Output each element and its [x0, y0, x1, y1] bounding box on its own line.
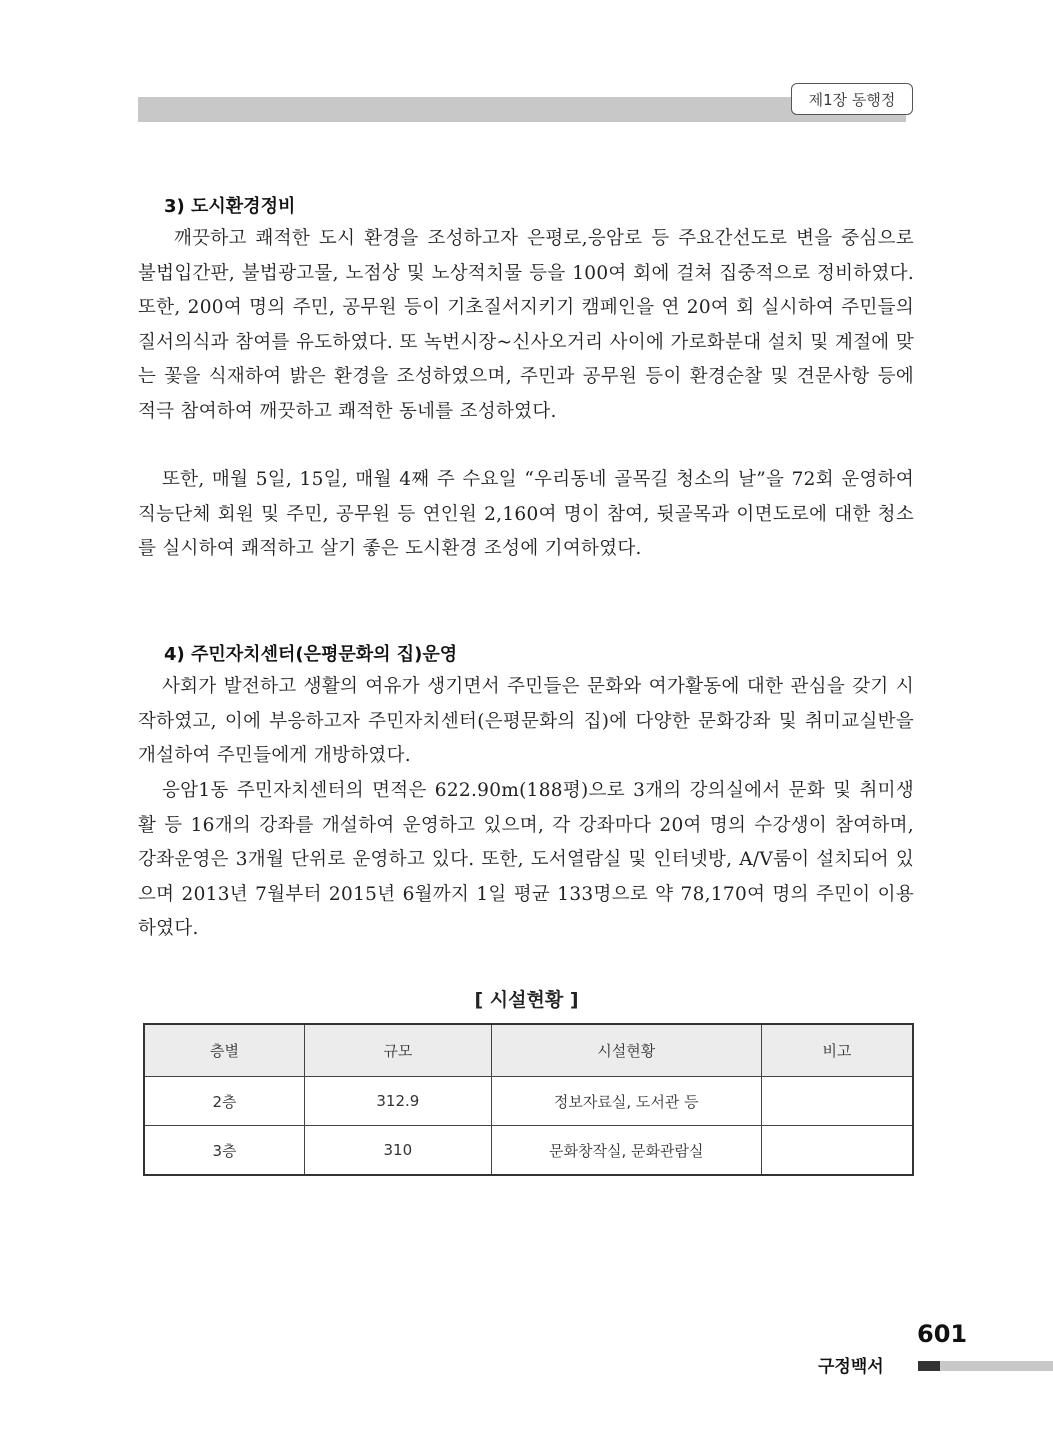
- table-cell: [761, 1077, 913, 1126]
- paragraph: 또한, 매월 5일, 15일, 매월 4째 주 수요일 “우리동네 골목길 청소의 날”을 72회 운영하여 직능단체 회원 및 주민, 공무원 등 연인원 2,160여 명이 참여, 뒷골목과 이면도로에 대한 청소를 실시하여 쾌적하고 살기 좋은 도시환경 조성에 기여하였다.: [138, 469, 914, 559]
- table-cell: [761, 1126, 913, 1176]
- table-cell: 정보자료실, 도서관 등: [491, 1077, 761, 1126]
- column-header: 층별: [144, 1024, 305, 1077]
- column-header: 규모: [305, 1024, 492, 1077]
- column-header: 비고: [761, 1024, 913, 1077]
- page-number: 601: [917, 1320, 968, 1348]
- chapter-tab: 제1장 동행정: [791, 83, 913, 115]
- table-cell: 310: [305, 1126, 492, 1176]
- footer-bar-dark: [918, 1361, 940, 1371]
- table-cell: 312.9: [305, 1077, 492, 1126]
- paragraph: 사회가 발전하고 생활의 여유가 생기면서 주민들은 문화와 여가활동에 대한 관심을 갖기 시작하였고, 이에 부응하고자 주민자치센터(은평문화의 집)에 다양한 문화강좌 및 취미교실반을 개설하여 주민들에게 개방하였다.: [138, 676, 914, 766]
- section-title-4: 4) 주민자치센터(은평문화의 집)운영: [164, 644, 458, 665]
- table-cell: 2층: [144, 1077, 305, 1126]
- table-row: [144, 1126, 913, 1176]
- table-caption: [ 시설현황 ]: [474, 989, 579, 1011]
- table-row: [144, 1077, 913, 1126]
- paragraph: 깨끗하고 쾌적한 도시 환경을 조성하고자 은평로,응암로 등 주요간선도로 변을 중심으로 불법입간판, 불법광고물, 노점상 및 노상적치물 등을 100여 회에 걸쳐 집중적으로 정비하였다. 또한, 200여 명의 주민, 공무원 등이 기초질서지키기 캠페인을 연 20여 회 실시하여 주민들의 질서의식과 참여를 유도하였다. 또 녹번시장~신사오거리 사이에 가로화분대 설치 및 계절에 맞는 꽃을 식재하여 밝은 환경을 조성하였으며, 주민과 공무원 등이 환경순찰 및 견문사항 등에 적극 참여하여 깨끗하고 쾌적한 동네를 조성하였다.: [138, 228, 914, 422]
- section-title-3: 3) 도시환경정비: [164, 196, 296, 217]
- paragraph: 응암1동 주민자치센터의 면적은 622.90m(188평)으로 3개의 강의실에서 문화 및 취미생활 등 16개의 강좌를 개설하여 운영하고 있으며, 각 강좌마다 20여 명의 수강생이 참여하며, 강좌운영은 3개월 단위로 운영하고 있다. 또한, 도서열람실 및 인터넷방, A/V룸이 설치되어 있으며 2013년 7월부터 2015년 6월까지 1일 평균 133명으로 약 78,170여 명의 주민이 이용하였다.: [138, 780, 914, 939]
- footer-bar-light: [940, 1361, 1053, 1371]
- table-header-row: [144, 1024, 913, 1077]
- table-cell: 3층: [144, 1126, 305, 1176]
- facility-table: [143, 1023, 914, 1176]
- table-cell: 문화창작실, 문화관람실: [491, 1126, 761, 1176]
- column-header: 시설현황: [491, 1024, 761, 1077]
- book-title: 구정백서: [818, 1357, 884, 1377]
